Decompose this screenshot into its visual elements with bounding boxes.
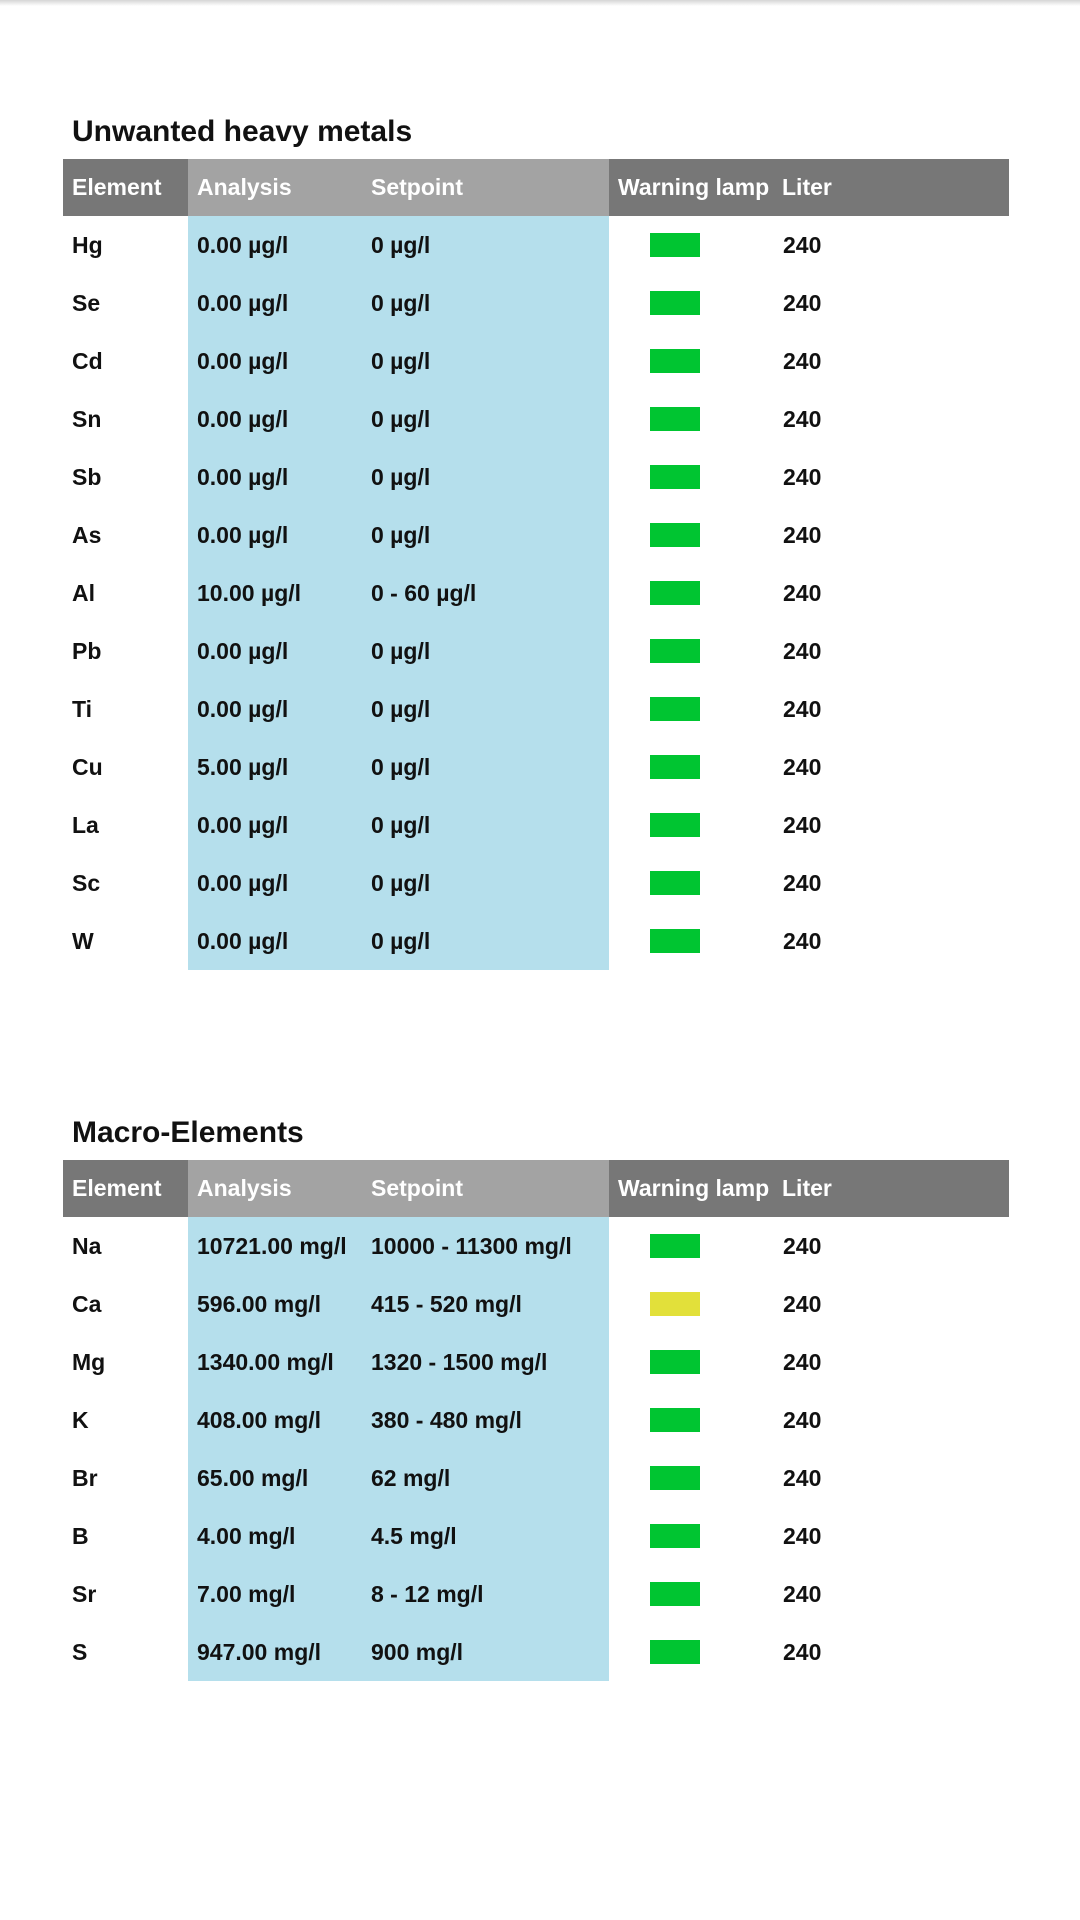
warning-lamp-cell bbox=[609, 1507, 773, 1565]
liter-cell: 240 bbox=[783, 811, 822, 838]
element-cell: Cu bbox=[72, 753, 103, 780]
header-warning-lamp: Warning lamp bbox=[609, 159, 773, 216]
element-cell: Sr bbox=[72, 1580, 97, 1607]
table-row bbox=[63, 216, 1009, 274]
warning-lamp-cell bbox=[609, 390, 773, 448]
warning-lamp-indicator bbox=[650, 1234, 700, 1258]
header-element: Element bbox=[63, 159, 188, 216]
warning-lamp-indicator bbox=[650, 639, 700, 663]
warning-lamp-cell bbox=[609, 1391, 773, 1449]
table-row bbox=[63, 1275, 1009, 1333]
element-cell: La bbox=[72, 811, 99, 838]
warning-lamp-cell bbox=[609, 506, 773, 564]
liter-cell: 240 bbox=[783, 405, 822, 432]
warning-lamp-indicator bbox=[650, 1350, 700, 1374]
warning-lamp-cell bbox=[609, 796, 773, 854]
element-cell: W bbox=[72, 927, 94, 954]
element-cell: Br bbox=[72, 1464, 98, 1491]
table-row bbox=[63, 796, 1009, 854]
table-body bbox=[63, 216, 1009, 970]
analysis-cell: 65.00 mg/l bbox=[197, 1464, 309, 1491]
warning-lamp-indicator bbox=[650, 755, 700, 779]
setpoint-cell: 0 - 60 µg/l bbox=[371, 579, 477, 606]
header-element: Element bbox=[63, 1160, 188, 1217]
element-cell: Na bbox=[72, 1232, 102, 1259]
element-cell: Hg bbox=[72, 231, 103, 258]
warning-lamp-cell bbox=[609, 1217, 773, 1275]
analysis-cell: 596.00 mg/l bbox=[197, 1290, 322, 1317]
liter-cell: 240 bbox=[783, 1348, 822, 1375]
warning-lamp-cell bbox=[609, 912, 773, 970]
setpoint-cell: 900 mg/l bbox=[371, 1638, 464, 1665]
liter-cell: 240 bbox=[783, 1232, 822, 1259]
warning-lamp-indicator bbox=[650, 929, 700, 953]
setpoint-cell: 0 µg/l bbox=[371, 347, 431, 374]
element-cell: S bbox=[72, 1638, 88, 1665]
element-cell: Ca bbox=[72, 1290, 102, 1317]
liter-cell: 240 bbox=[783, 927, 822, 954]
setpoint-cell: 4.5 mg/l bbox=[371, 1522, 457, 1549]
setpoint-cell: 0 µg/l bbox=[371, 637, 431, 664]
table-row bbox=[63, 738, 1009, 796]
section-title: Unwanted heavy metals bbox=[72, 115, 413, 148]
macro-elements-section bbox=[63, 1113, 1009, 1681]
warning-lamp-indicator bbox=[650, 1408, 700, 1432]
element-cell: Ti bbox=[72, 695, 93, 722]
element-cell: As bbox=[72, 521, 102, 548]
table-row bbox=[63, 1391, 1009, 1449]
table-row bbox=[63, 1449, 1009, 1507]
warning-lamp-cell bbox=[609, 1565, 773, 1623]
liter-cell: 240 bbox=[783, 695, 822, 722]
warning-lamp-cell bbox=[609, 332, 773, 390]
liter-cell: 240 bbox=[783, 231, 822, 258]
warning-lamp-indicator bbox=[650, 465, 700, 489]
warning-lamp-cell bbox=[609, 1449, 773, 1507]
table-row bbox=[63, 564, 1009, 622]
setpoint-cell: 8 - 12 mg/l bbox=[371, 1580, 484, 1607]
warning-lamp-cell bbox=[609, 680, 773, 738]
liter-cell: 240 bbox=[783, 579, 822, 606]
warning-lamp-indicator bbox=[650, 871, 700, 895]
table-row bbox=[63, 1565, 1009, 1623]
element-cell: Se bbox=[72, 289, 101, 316]
element-cell: Mg bbox=[72, 1348, 106, 1375]
table-row bbox=[63, 1507, 1009, 1565]
setpoint-cell: 0 µg/l bbox=[371, 405, 431, 432]
heavy-metals-section bbox=[63, 112, 1009, 970]
table-header bbox=[63, 159, 1009, 216]
element-cell: Sn bbox=[72, 405, 102, 432]
analysis-cell: 0.00 µg/l bbox=[197, 347, 289, 374]
table-row bbox=[63, 1623, 1009, 1681]
liter-cell: 240 bbox=[783, 521, 822, 548]
header-analysis: Analysis bbox=[188, 159, 362, 216]
table-body bbox=[63, 1217, 1009, 1681]
analysis-cell: 0.00 µg/l bbox=[197, 695, 289, 722]
element-cell: K bbox=[72, 1406, 89, 1433]
setpoint-cell: 0 µg/l bbox=[371, 753, 431, 780]
liter-cell: 240 bbox=[783, 289, 822, 316]
header-warning-lamp: Warning lamp bbox=[609, 1160, 773, 1217]
warning-lamp-cell bbox=[609, 564, 773, 622]
analysis-cell: 0.00 µg/l bbox=[197, 927, 289, 954]
table-row bbox=[63, 506, 1009, 564]
liter-cell: 240 bbox=[783, 1290, 822, 1317]
header-liter: Liter bbox=[773, 1160, 1009, 1217]
liter-cell: 240 bbox=[783, 1580, 822, 1607]
table-row bbox=[63, 1217, 1009, 1275]
table-header bbox=[63, 1160, 1009, 1217]
analysis-cell: 0.00 µg/l bbox=[197, 405, 289, 432]
heavy-metals-table bbox=[63, 159, 1009, 970]
setpoint-cell: 0 µg/l bbox=[371, 811, 431, 838]
table-row bbox=[63, 622, 1009, 680]
analysis-cell: 10.00 µg/l bbox=[197, 579, 302, 606]
analysis-cell: 1340.00 mg/l bbox=[197, 1348, 334, 1375]
warning-lamp-indicator bbox=[650, 233, 700, 257]
warning-lamp-indicator bbox=[650, 407, 700, 431]
table-row bbox=[63, 448, 1009, 506]
warning-lamp-cell bbox=[609, 854, 773, 912]
warning-lamp-cell bbox=[609, 216, 773, 274]
setpoint-cell: 0 µg/l bbox=[371, 695, 431, 722]
warning-lamp-cell bbox=[609, 1333, 773, 1391]
warning-lamp-cell bbox=[609, 1275, 773, 1333]
table-row bbox=[63, 390, 1009, 448]
setpoint-cell: 0 µg/l bbox=[371, 869, 431, 896]
setpoint-cell: 0 µg/l bbox=[371, 463, 431, 490]
warning-lamp-cell bbox=[609, 622, 773, 680]
analysis-cell: 0.00 µg/l bbox=[197, 811, 289, 838]
warning-lamp-indicator bbox=[650, 697, 700, 721]
element-cell: Sb bbox=[72, 463, 102, 490]
analysis-cell: 0.00 µg/l bbox=[197, 463, 289, 490]
analysis-cell: 408.00 mg/l bbox=[197, 1406, 322, 1433]
liter-cell: 240 bbox=[783, 869, 822, 896]
warning-lamp-indicator bbox=[650, 1524, 700, 1548]
liter-cell: 240 bbox=[783, 637, 822, 664]
table-row bbox=[63, 854, 1009, 912]
setpoint-cell: 0 µg/l bbox=[371, 289, 431, 316]
warning-lamp-cell bbox=[609, 448, 773, 506]
setpoint-cell: 380 - 480 mg/l bbox=[371, 1406, 522, 1433]
analysis-cell: 0.00 µg/l bbox=[197, 289, 289, 316]
liter-cell: 240 bbox=[783, 753, 822, 780]
top-shadow bbox=[0, 0, 1080, 6]
warning-lamp-indicator bbox=[650, 1640, 700, 1664]
warning-lamp-cell bbox=[609, 738, 773, 796]
analysis-cell: 5.00 µg/l bbox=[197, 753, 289, 780]
liter-cell: 240 bbox=[783, 347, 822, 374]
analysis-cell: 0.00 µg/l bbox=[197, 869, 289, 896]
warning-lamp-indicator bbox=[650, 581, 700, 605]
setpoint-cell: 10000 - 11300 mg/l bbox=[371, 1232, 572, 1259]
setpoint-cell: 62 mg/l bbox=[371, 1464, 451, 1491]
header-liter: Liter bbox=[773, 159, 1009, 216]
analysis-cell: 7.00 mg/l bbox=[197, 1580, 296, 1607]
liter-cell: 240 bbox=[783, 463, 822, 490]
setpoint-cell: 415 - 520 mg/l bbox=[371, 1290, 522, 1317]
liter-cell: 240 bbox=[783, 1406, 822, 1433]
liter-cell: 240 bbox=[783, 1464, 822, 1491]
table-row bbox=[63, 680, 1009, 738]
setpoint-cell: 0 µg/l bbox=[371, 231, 431, 258]
element-cell: B bbox=[72, 1522, 89, 1549]
element-cell: Sc bbox=[72, 869, 101, 896]
warning-lamp-indicator bbox=[650, 349, 700, 373]
element-cell: Al bbox=[72, 579, 95, 606]
analysis-cell: 0.00 µg/l bbox=[197, 231, 289, 258]
macro-elements-table bbox=[63, 1160, 1009, 1681]
warning-lamp-indicator bbox=[650, 813, 700, 837]
analysis-cell: 4.00 mg/l bbox=[197, 1522, 296, 1549]
analysis-cell: 947.00 mg/l bbox=[197, 1638, 322, 1665]
warning-lamp-indicator bbox=[650, 1466, 700, 1490]
table-row bbox=[63, 912, 1009, 970]
analysis-cell: 0.00 µg/l bbox=[197, 521, 289, 548]
setpoint-cell: 1320 - 1500 mg/l bbox=[371, 1348, 548, 1375]
table-row bbox=[63, 1333, 1009, 1391]
warning-lamp-indicator bbox=[650, 523, 700, 547]
setpoint-cell: 0 µg/l bbox=[371, 927, 431, 954]
table-row bbox=[63, 332, 1009, 390]
header-setpoint: Setpoint bbox=[362, 1160, 609, 1217]
warning-lamp-indicator bbox=[650, 1292, 700, 1316]
header-setpoint: Setpoint bbox=[362, 159, 609, 216]
warning-lamp-indicator bbox=[650, 291, 700, 315]
element-cell: Pb bbox=[72, 637, 102, 664]
section-title: Macro-Elements bbox=[72, 1116, 304, 1149]
setpoint-cell: 0 µg/l bbox=[371, 521, 431, 548]
warning-lamp-cell bbox=[609, 274, 773, 332]
liter-cell: 240 bbox=[783, 1638, 822, 1665]
element-cell: Cd bbox=[72, 347, 103, 374]
table-row bbox=[63, 274, 1009, 332]
warning-lamp-cell bbox=[609, 1623, 773, 1681]
liter-cell: 240 bbox=[783, 1522, 822, 1549]
header-analysis: Analysis bbox=[188, 1160, 362, 1217]
warning-lamp-indicator bbox=[650, 1582, 700, 1606]
analysis-cell: 10721.00 mg/l bbox=[197, 1232, 347, 1259]
analysis-cell: 0.00 µg/l bbox=[197, 637, 289, 664]
